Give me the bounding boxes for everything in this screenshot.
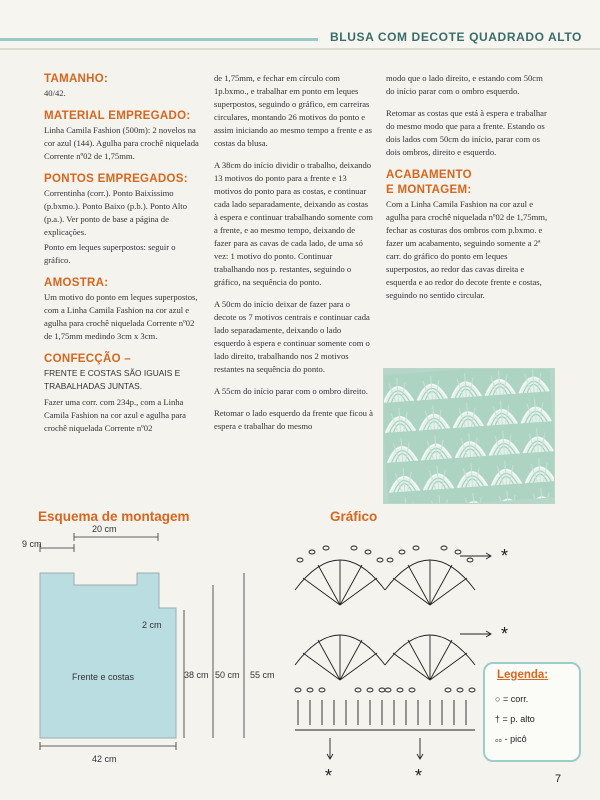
column-3	[386, 72, 548, 311]
heading-confeccao: CONFECÇÃO –	[44, 353, 132, 365]
chain-symbol-icon: ○	[495, 694, 501, 704]
text-material: Linha Camila Fashion (500m): 2 novelos na cor azul (144). Agulha para crochê niquelada Corrente nº02 de 1,75mm.	[44, 125, 199, 161]
dim-38cm: 38 cm	[184, 670, 209, 680]
chart-fan-3	[295, 635, 385, 680]
text-acabamento: Com a Linha Camila Fashion na cor azul e agulha para crochê niquelada nº02 de 1,75mm, fechar as costuras dos ombros com p.bxmo. e fazer um acabamento, seguindo somente a 2ª carr. do gráfico do ponto em leques superpostos, ao redor das cavas direita e esquerda e ao redor do decote frente e costas, seguindo no sentido circular.	[386, 199, 548, 300]
text-col2-p1: de 1,75mm, e fechar em círculo com 1p.bxmo., e trabalhar em ponto em leques superpostos, seguindo o gráfico, em carreiras circulares, montando 26 motivos do ponto e assim iniciando ao mesmo tempo a frente e as costas da blusa.	[214, 73, 372, 148]
crochet-sample-photo	[383, 368, 555, 504]
text-col2-p3: A 50cm do início deixar de fazer para o decote os 7 motivos centrais e continuar cada lado separadamente, deixando o lado esquerdo à espera e continuar somente com o lado direito, trabalhando nos 2 motivos restantes na sequência do ponto.	[214, 299, 370, 374]
chart-fan-4	[385, 635, 475, 680]
chart-fan-2	[385, 560, 475, 605]
heading-montagem: E MONTAGEM:	[386, 184, 472, 196]
legend-label-palto: = p. alto	[502, 714, 535, 724]
chart-marker-2: *	[501, 624, 509, 644]
text-col2-p4: A 55cm do início parar com o ombro direito.	[214, 386, 368, 396]
legend-box	[483, 662, 581, 762]
dim-9cm: 9 cm	[22, 539, 42, 549]
subheading-confeccao: FRENTE E COSTAS SÃO IGUAIS E TRABALHADAS JUNTAS.	[44, 368, 181, 391]
text-pontos: Correntinha (corr.). Ponto Baixíssimo (p.bxmo.). Ponto Baixo (p.b.). Ponto Alto (p.a.). Ver ponto de base a página de explicações.	[44, 188, 187, 237]
text-col3-p2: Retomar as costas que está à espera e trabalhar do mesmo modo que para a frente. Estando os dois lados com 50cm do início, parar com os dois ombros, direito e esquerdo.	[386, 108, 547, 157]
picot-symbol-icon: ೲ	[495, 734, 503, 744]
page-number: 7	[555, 773, 562, 785]
grafico-title: Gráfico	[330, 509, 378, 524]
legend-row-pico	[495, 734, 527, 745]
legend-row-palto	[495, 714, 535, 724]
legend-label-pico: - picô	[504, 734, 527, 744]
chart-chain-rows	[295, 546, 475, 692]
chart-marker-3: *	[325, 766, 333, 786]
chart-fan-1	[295, 560, 385, 605]
crochet-chart	[295, 546, 491, 759]
legend-title: Legenda:	[497, 669, 549, 681]
text-tamanho: 40/42.	[44, 88, 66, 98]
text-col3-p1: modo que o lado direito, e estando com 50cm do início parar com o ombro esquerdo.	[386, 73, 543, 96]
legend-row-corr	[495, 694, 528, 704]
page-title: BLUSA COM DECOTE QUADRADO ALTO	[330, 30, 582, 44]
esquema-title: Esquema de montagem	[38, 509, 190, 524]
column-2	[214, 72, 374, 442]
text-col2-p5: Retomar o lado esquerdo da frente que ficou à espera e trabalhar do mesmo	[214, 408, 373, 431]
dim-20cm: 20 cm	[92, 524, 117, 534]
assembly-schematic	[22, 524, 275, 764]
heading-acabamento: ACABAMENTO	[386, 169, 472, 181]
heading-pontos: PONTOS EMPREGADOS:	[44, 173, 188, 185]
dim-42cm: 42 cm	[92, 754, 117, 764]
chart-marker-1: *	[501, 546, 509, 566]
text-confeccao: Fazer uma corr. com 234p., com a Linha Camila Fashion na cor azul e agulha para crochê niquelada Corrente nº02	[44, 397, 186, 433]
dim-55cm: 55 cm	[250, 670, 275, 680]
header-divider	[0, 38, 318, 41]
body-label: Frente e costas	[72, 672, 135, 682]
text-col2-p2: A 38cm do início dividir o trabalho, deixando 13 motivos do ponto para a frente e 13 motivos do ponto para as costas, e continuar cada lado separadamente, deixando as costas à espera e continuar trabalhando somente com a frente, e ao mesmo tempo, deixando de fazer para as cavas de cada lado, de uma só vez: 1 motivo do ponto. Continuar trabalhando nos p. restantes, seguindo o gráfico, na sequência do ponto.	[214, 160, 373, 287]
double-crochet-symbol-icon: †	[495, 714, 501, 724]
heading-material: MATERIAL EMPREGADO:	[44, 110, 191, 122]
heading-tamanho: TAMANHO:	[44, 73, 109, 85]
chart-marker-4: *	[415, 766, 423, 786]
dim-50cm: 50 cm	[215, 670, 240, 680]
chart-base-row	[295, 700, 475, 730]
text-amostra: Um motivo do ponto em leques superpostos, com a Linha Camila Fashion na cor azul e agulha para crochê niquelada Corrente nº02 de 1,75mm medindo 3cm x 3cm.	[44, 292, 198, 341]
legend-label-corr: = corr.	[502, 694, 529, 704]
heading-amostra: AMOSTRA:	[44, 277, 109, 289]
dim-2cm: 2 cm	[142, 620, 162, 630]
text-pontos-grafico: Ponto em leques superpostos: seguir o gráfico.	[44, 242, 176, 265]
column-1	[44, 72, 204, 444]
